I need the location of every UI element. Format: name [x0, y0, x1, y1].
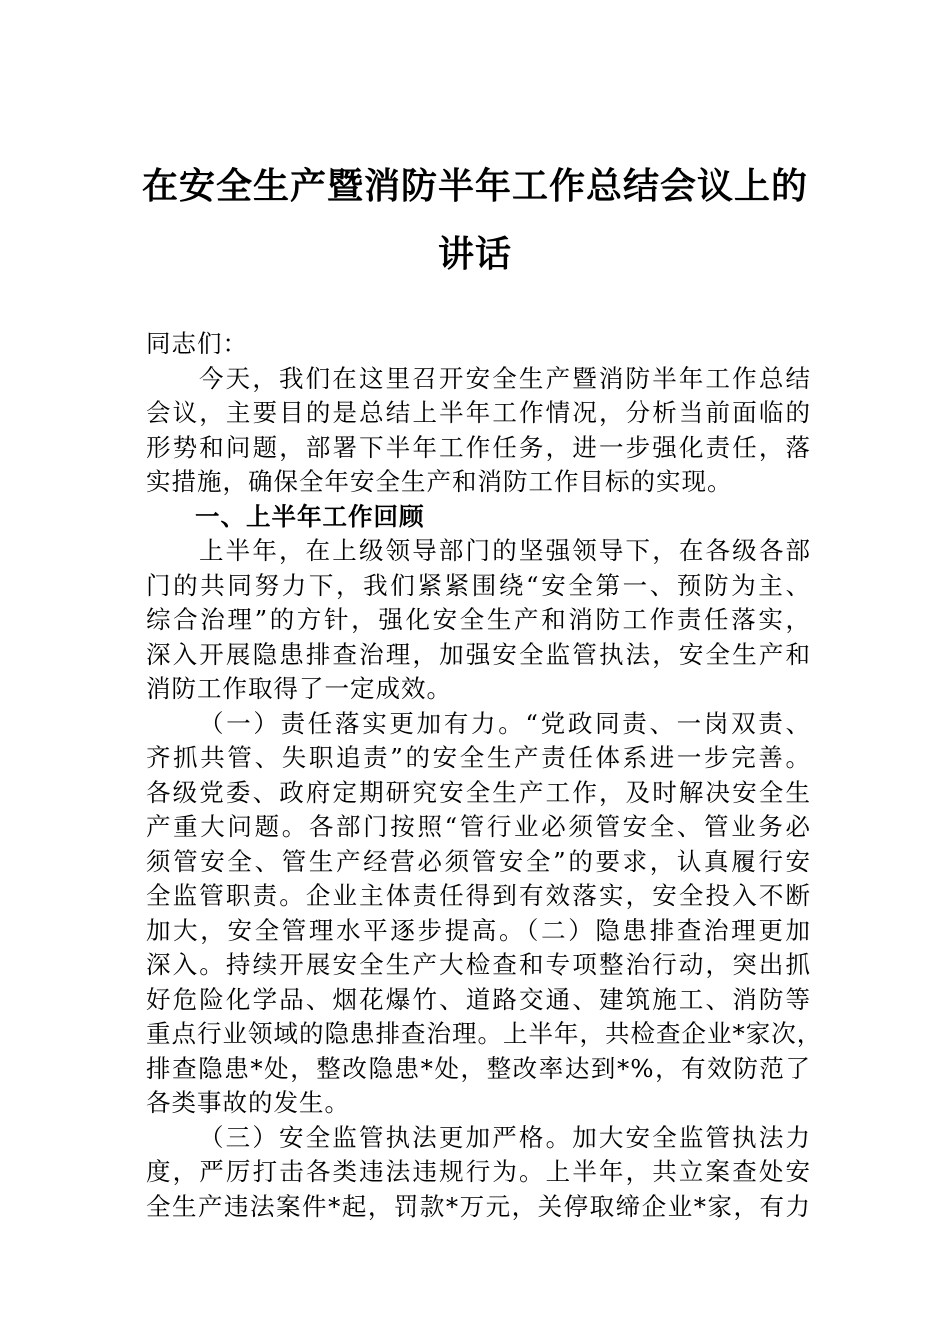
paragraph-line: 排查隐患*处，整改隐患*处，整改率达到*%，有效防范了: [146, 1053, 811, 1083]
paragraph-line: 全监管职责。企业主体责任得到有效落实，安全投入不断: [146, 881, 811, 910]
paragraph-line: 门的共同努力下，我们紧紧围绕“安全第一、预防为主、: [146, 570, 811, 600]
paragraph-line: 度，严厉打击各类违法违规行为。上半年，共立案查处安: [146, 1157, 811, 1186]
paragraph-line: 综合治理”的方针，强化安全生产和消防工作责任落实，: [146, 605, 811, 634]
paragraph-line: 深入。持续开展安全生产大检查和专项整治行动，突出抓: [146, 950, 811, 979]
paragraph-line: 须管安全、管生产经营必须管安全”的要求，认真履行安: [146, 846, 811, 876]
document-title-line-1: 在安全生产暨消防半年工作总结会议上的: [141, 166, 808, 207]
paragraph-line: 实措施，确保全年安全生产和消防工作目标的实现。: [146, 467, 733, 496]
paragraph-line: 会议，主要目的是总结上半年工作情况，分析当前面临的: [146, 398, 811, 427]
paragraph-line: 消防工作取得了一定成效。: [146, 674, 452, 703]
paragraph-line: 各级党委、政府定期研究安全生产工作，及时解决安全生: [146, 777, 811, 807]
paragraph-line: 今天，我们在这里召开安全生产暨消防半年工作总结: [199, 363, 811, 393]
paragraph-line: 好危险化学品、烟花爆竹、道路交通、建筑施工、消防等: [146, 984, 811, 1014]
paragraph-line: 上半年，在上级领导部门的坚强领导下，在各级各部: [199, 536, 811, 565]
document-title-line-2: 讲话: [437, 234, 512, 275]
paragraph-line: 全生产违法案件*起，罚款*万元，关停取缔企业*家，有力: [146, 1191, 811, 1221]
paragraph-line: （一）责任落实更加有力。“党政同责、一岗双责、: [199, 708, 811, 738]
paragraph-line: 重点行业领域的隐患排查治理。上半年，共检查企业*家次，: [146, 1019, 823, 1048]
paragraph-line: 齐抓共管、失职追责”的安全生产责任体系进一步完善。: [146, 743, 811, 772]
paragraph-line: 产重大问题。各部门按照“管行业必须管安全、管业务必: [146, 812, 811, 841]
salutation: 同志们：: [146, 329, 248, 358]
paragraph-line: 形势和问题，部署下半年工作任务，进一步强化责任，落: [146, 432, 811, 462]
paragraph-line: 加大，安全管理水平逐步提高。（二）隐患排查治理更加: [146, 915, 811, 945]
section-heading: 一、上半年工作回顾: [195, 501, 425, 531]
paragraph-line: （三）安全监管执法更加严格。加大安全监管执法力: [199, 1122, 811, 1152]
paragraph-line: 各类事故的发生。: [146, 1088, 350, 1117]
document-body: [146, 327, 823, 1224]
paragraph-line: 深入开展隐患排查治理，加强安全监管执法，安全生产和: [146, 639, 811, 669]
